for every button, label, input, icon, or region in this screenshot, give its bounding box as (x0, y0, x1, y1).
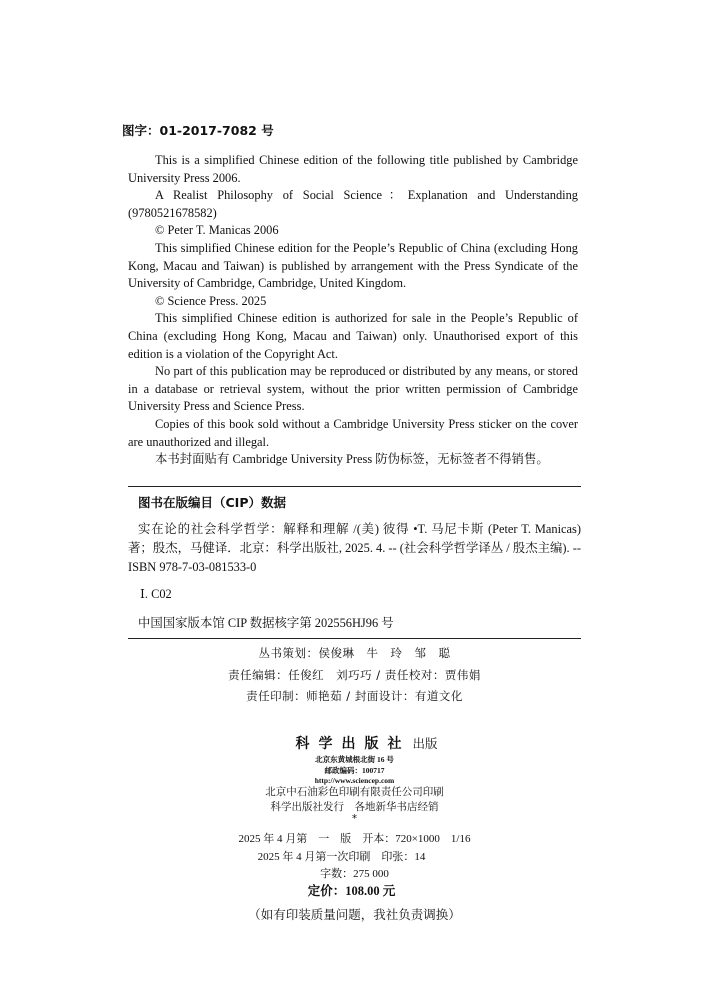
copyright-notice (128, 152, 578, 469)
quality-note: （如有印装质量问题，我社负责调换） (248, 908, 461, 922)
rights-paragraph: No part of this publication may be reproduced or distributed by any means, or stored in a database or retrieval system, without the prior written permission of Cambridge University Press and Science Press. (128, 364, 578, 414)
series-planning: 丛书策划：侯俊琳 牛 玲 邹 聪 (258, 646, 451, 660)
production-credit: 责任印制：师艳茹 / 封面设计：有道文化 (246, 689, 463, 703)
publisher-name: 科学出版社 (295, 736, 411, 752)
printing-info: 2025 年 4 月第一次印刷 印张：14 (257, 851, 426, 863)
cip-bottom-rule (128, 638, 581, 639)
publisher-suffix: 出版 (412, 736, 438, 751)
cip-heading: 图书在版编目（CIP）数据 (138, 495, 286, 510)
publisher-postcode: 邮政编码：100717 (324, 766, 385, 775)
word-count: 字数：275 000 (320, 868, 389, 880)
edition-info: 2025 年 4 月第 一 版 开本：720×1000 1/16 (238, 833, 471, 845)
price: 定价：108.00 元 (307, 884, 396, 898)
rights-paragraph: A Realist Philosophy of Social Science：Explanation and Understanding (9780521678582) (128, 188, 578, 220)
rights-paragraph: This simplified Chinese edition is authorized for sale in the People’s Republic of China (excluding Hong Kong, Macau and Taiwan) only. Unauthorised export of this edition is a violation of the Copyright Act. (128, 311, 578, 361)
rights-paragraph: 本书封面贴有 Cambridge University Press 防伪标签，无标签者不得销售。 (155, 452, 549, 467)
editors-credit: 责任编辑：任俊红 刘巧巧 / 责任校对：贾伟娟 (228, 668, 481, 682)
cip-verification-number: 中国国家版本馆 CIP 数据核字第 202556HJ96 号 (138, 616, 394, 630)
cip-top-rule (128, 486, 581, 487)
publisher-line (140, 733, 593, 753)
printer-credit: 北京中石油彩色印刷有限责任公司印刷 (265, 786, 444, 798)
publisher-address: 北京东黄城根北街 16 号 (315, 755, 394, 764)
rights-paragraph: Copies of this book sold without a Cambridge University Press sticker on the cover are unauthorized and illegal. (128, 416, 578, 449)
separator-star: * (351, 813, 358, 825)
cip-classification: Ⅰ. C02 (140, 587, 172, 601)
cip-record: 实在论的社会科学哲学：解释和理解 /(美) 彼得 •T. 马尼卡斯 (Peter T. Manicas) 著；殷杰，马健译．北京：科学出版社, 2025. 4. -- (社会科学哲学译丛 / 殷杰主编). -- ISBN 978-7-03-081533-0 (128, 522, 581, 574)
distribution-credit: 科学出版社发行 各地新华书店经销 (270, 801, 439, 813)
rights-paragraph: © Science Press. 2025 (155, 293, 267, 308)
rights-paragraph: This is a simplified Chinese edition of the following title published by Cambridge University Press 2006. (128, 153, 578, 185)
rights-paragraph: This simplified Chinese edition for the People’s Republic of China (excluding Hong Kong, Macau and Taiwan) is published by arrangement with the Press Syndicate of the University of Cambridge, Cambridge, United Kingdom. (128, 240, 578, 291)
rights-paragraph: © Peter T. Manicas 2006 (155, 223, 279, 238)
publisher-url: http://www.sciencep.com (314, 776, 395, 785)
copyright-registration-number: 图字：01-2017-7082 号 (122, 123, 274, 138)
